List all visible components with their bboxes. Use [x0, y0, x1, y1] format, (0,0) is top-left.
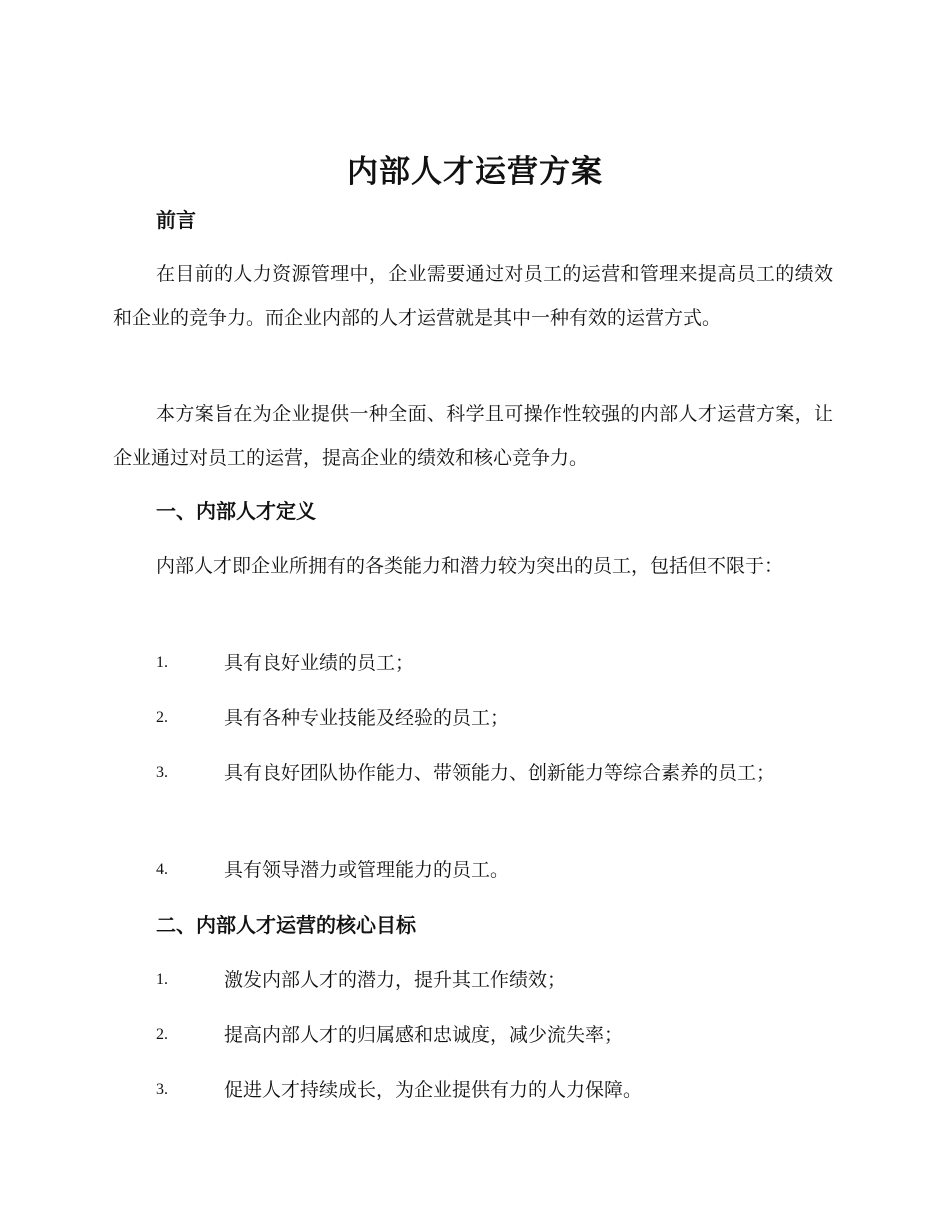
list-item-number: 1. [156, 654, 168, 671]
list-item-number: 4. [156, 861, 168, 878]
list-item-text: 具有领导潜力或管理能力的员工。 [224, 859, 510, 881]
list-item-text: 激发内部人才的潜力，提升其工作绩效； [224, 969, 567, 991]
list-item [113, 641, 833, 685]
section-1-intro: 内部人才即企业所拥有的各类能力和潜力较为突出的员工，包括但不限于： [156, 555, 784, 577]
list-item-number: 3. [156, 764, 168, 781]
list-item [113, 958, 833, 1002]
list-item-text: 具有各种专业技能及经验的员工； [224, 707, 510, 729]
list-item-number: 3. [156, 1081, 168, 1098]
list-item-number: 2. [156, 709, 168, 726]
list-item-text: 具有良好业绩的员工； [224, 652, 415, 674]
list-item-text: 具有良好团队协作能力、带领能力、创新能力等综合素养的员工； [224, 762, 776, 784]
list-item [113, 696, 833, 740]
list-item-text: 促进人才持续成长，为企业提供有力的人力保障。 [224, 1079, 643, 1101]
list-item-number: 2. [156, 1026, 168, 1043]
list-item-number: 1. [156, 971, 168, 988]
preface-heading: 前言 [156, 208, 196, 232]
preface-paragraph-2: 本方案旨在为企业提供一种全面、科学且可操作性较强的内部人才运营方案，让企业通过对员工的运营，提高企业的绩效和核心竞争力。 [113, 403, 833, 469]
list-item [113, 848, 833, 892]
section-2-heading: 二、内部人才运营的核心目标 [156, 913, 416, 937]
list-item [113, 751, 833, 795]
section-1-heading: 一、内部人才定义 [156, 499, 316, 523]
list-item [113, 1068, 833, 1112]
list-item [113, 1013, 833, 1057]
list-item-text: 提高内部人才的归属感和忠诚度，减少流失率； [224, 1024, 624, 1046]
document-title: 内部人才运营方案 [347, 154, 603, 190]
preface-paragraph-1: 在目前的人力资源管理中，企业需要通过对员工的运营和管理来提高员工的绩效和企业的竞争力。而企业内部的人才运营就是其中一种有效的运营方式。 [113, 263, 833, 329]
